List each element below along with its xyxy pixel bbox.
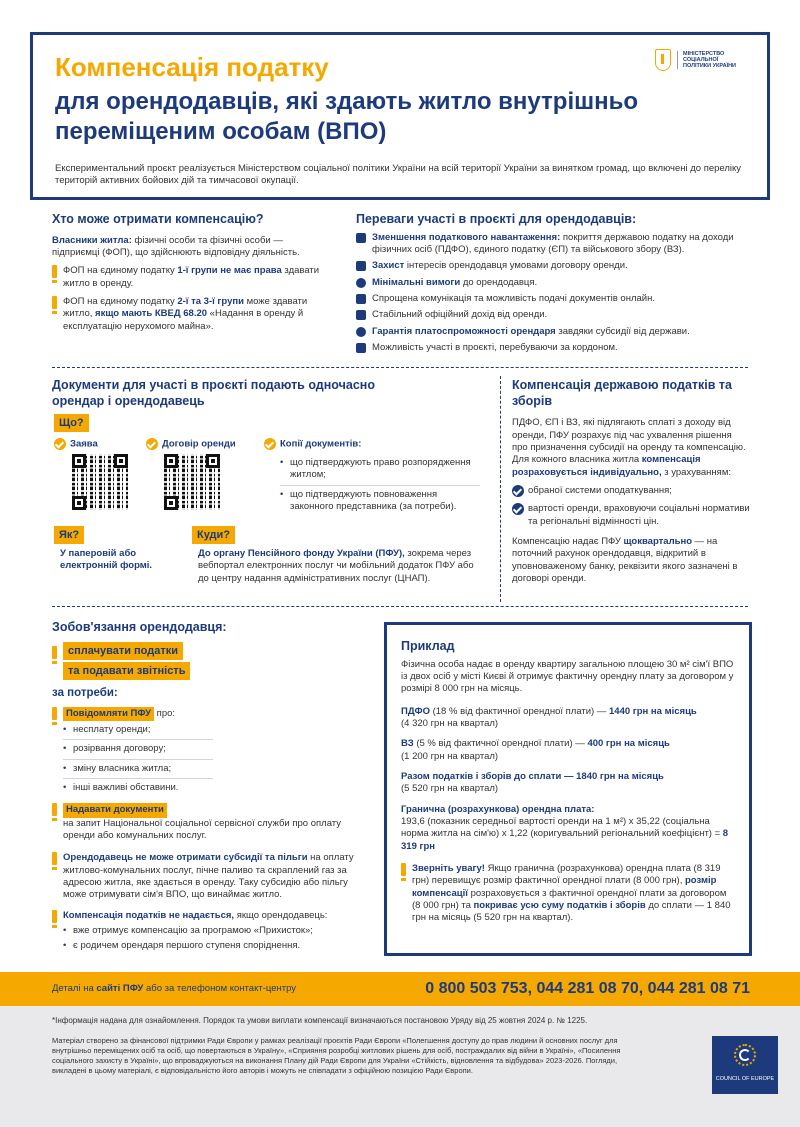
advantage-icon [356,310,366,320]
advantage-icon [356,233,366,243]
list-item: • несплату оренди; [63,724,213,740]
contact-bar [0,972,800,1006]
list-item: • інші важливі обставини. [63,782,213,797]
owners-desc: фізичні особи та фізичні особи — підприємці (ФОП), що здійснюють відповідну діяльність. [52,234,300,258]
advantage-item: Зменшення податкового навантаження: покриття державою податку на доходи фізичних осіб (ПДФО), єдиного податку (ЄП) та військового збору (ВЗ). [356,232,760,257]
exclamation-icon [52,910,57,923]
advantages-list [356,232,760,355]
how-tag: Як? [54,526,84,544]
compensation-text: ПДФО, ЄП і ВЗ, які підлягають сплаті з доходу від оренди, ПФУ розрахує під час ухвалення рішення про призначення субсидії на оренду та компенсацію. Для кожного власника житла компенсація розраховується індивідуально, з урахуванням: [512,417,746,478]
check-icon [54,438,66,450]
footer [0,1006,800,1127]
warn-no-compensation: Компенсація податків не надається, якщо орендодавець: • вже отримує компенсацію за програмою «Прихисток»; • є родичем орендаря першого ступеня споріднення. [52,910,370,953]
qr-code-application[interactable] [72,454,128,510]
notify-list [63,724,213,797]
advantage-icon [356,278,366,288]
coe-label: COUNCIL OF EUROPE [715,1076,775,1082]
contact-phones[interactable]: 0 800 503 753, 044 281 08 70, 044 281 08 71 [425,980,750,997]
advantage-icon [356,343,366,353]
advantage-item: Гарантія платоспроможності орендаря завдяки субсидії від держави. [356,326,760,338]
header-box [30,32,770,200]
advantages-heading: Переваги участі в проєкті для орендодавців: [356,212,637,226]
what-tag: Що? [54,414,89,432]
list-item: • вже отримує компенсацію за програмою «Прихисток»; [63,925,370,937]
exclamation-icon [52,265,57,278]
divider [52,367,748,368]
advantages-section [356,212,760,354]
exclamation-icon [52,296,57,309]
trident-icon [655,49,671,71]
list-item: • розірвання договору; [63,743,213,759]
list-item: • що підтверджують повноваження законного представника (за потреби). [280,489,480,517]
intro-text: Експериментальний проєкт реалізується Міністерством соціальної політики України на всій території України за винятком громад, що включені до переліку територій активних бойових дій та тимчасової окупації. [55,163,742,187]
obligations-section [52,620,370,953]
docs-block: Надавати документи на запит Національної соціальної сервісної служби про оплату оренди або комунальних послуг. [52,803,370,842]
copies-list [280,454,480,516]
title-line1: Компенсація податку [55,52,329,82]
compensation-section [512,378,750,585]
advantage-icon [356,294,366,304]
doc-application: Заява [54,438,98,451]
check-icon [512,503,524,515]
obligation-main: сплачувати податки та подавати звітність [52,642,370,681]
ministry-logo [655,49,747,71]
fop1-note: ФОП на єдиному податку 1-ї групи не має права здавати житло в оренду. [52,265,322,290]
obligations-heading: Зобов'язання орендодавця: [52,620,227,634]
qr-code-contract[interactable] [164,454,220,510]
exclamation-icon [52,707,57,720]
title-line2: для орендодавців, які здають житло внутрішньо переміщеним особам (ВПО) [55,88,639,145]
example-heading: Приклад [401,639,455,653]
doc-contract: Договір оренди [146,438,236,451]
advantage-item: Захист інтересів орендодавця умовами договору оренди. [356,260,760,272]
check-icon [146,438,158,450]
pfu-site-link[interactable]: сайті ПФУ [96,983,144,994]
who-section [52,212,322,333]
compensation-check-2: вартості оренди, враховуючи соціальні нормативи та регіональні відмінності цін. [512,503,750,528]
list-item: • зміну власника житла; [63,763,213,779]
no-compensation-list [63,925,370,953]
advantage-item: Можливість участі в проєкті, перебуваючи за кордоном. [356,342,760,354]
exclamation-icon [401,863,406,876]
list-item: • що підтверджують право розпорядження житлом; [280,457,480,486]
doc-copies: Копії документів: [264,438,361,451]
example-limit: Гранична (розрахункова) орендна плата: 193,6 (показник середньої вартості оренди на 1 м²) х 35,22 (соціальна норма житла на сім'ю) х 1,22 (коригувальний регіональний коефіцієнт) = 8 319 грн [401,803,729,852]
footer-funding: Матеріал створено за фінансової підтримки Ради Європи у рамках реалізації проєктів Ради Європи «Полегшення доступу до прав людини й основних послуг для внутрішньо переміщених осіб та осіб, що повертаються в Україну», «Сприяння розробці житлових рішень для осіб, постраждалих від війни в Україні», «Посилення соціального захисту в Україні», що впроваджуються на виконання Плану дій Ради Європи для України «Стійкість, відновлення та відбудова» 2023-2026. Погляди, викладені в цьому матеріалі, є відповідальністю його авторів і можуть не співпадати з офіційною позицією Ради Європи. [52,1036,621,1076]
list-item: • є родичем орендаря першого ступеня споріднення. [63,940,370,952]
compensation-payment: Компенсацію надає ПФУ щоквартально — на поточний рахунок орендодавця, відкритий в уповноваженому банку, реквізити якого зазначені в договорі оренди. [512,536,738,585]
exclamation-icon [52,646,57,659]
divider [52,606,748,607]
council-of-europe-logo [712,1036,778,1094]
check-icon [512,485,524,497]
where-text: До органу Пенсійного фонду України (ПФУ), зокрема через вебпортал електронних послуг чи мобільний додаток ПФУ або до центру надання адміністративних послуг (ЦНАП). [198,548,474,584]
compensation-check-1: обраної системи оподаткування; [512,485,750,497]
advantage-icon [356,261,366,271]
compensation-heading: Компенсація державою податків та зборів [512,378,732,408]
contact-text: Деталі на сайті ПФУ або за телефоном контакт-центру [52,983,297,994]
advantage-item: Спрощена комунікація та можливість подачі документів онлайн. [356,293,760,305]
owners-label: Власники житла: [52,234,132,246]
footer-note: *Інформація надана для ознайомлення. Порядок та умови виплати компенсації визначаються постановою Уряду від 25 жовтня 2024 р. № 1225. [52,1016,588,1025]
warn-subsidy: Орендодавець не може отримати субсидії та пільги на оплату житлово-комунальних послуг, пічне паливо та скраплений газ за адресою житла, яке здається в оренду. Таку субсидію або пільгу може отримувати сім'я ВПО, що винаймає житло. [52,852,370,901]
example-total: Разом податків і зборів до сплати — 1840 грн на місяць (5 520 грн на квартал) [401,771,664,795]
notify-block: Повідомляти ПФУ про: • несплату оренди; • розірвання договору; • зміну власника житла; • інші важливі обставини. [52,707,370,798]
documents-heading: Документи для участі в проєкті подають одночасно орендар і орендодавець [52,378,375,408]
advantage-item: Стабільний офіційний дохід від оренди. [356,309,760,321]
need-heading: за потреби: [52,687,118,700]
documents-section [52,378,492,603]
how-text: У паперовій або електронній формі. [60,548,153,572]
advantage-item: Мінімальні вимоги до орендодавця. [356,277,760,289]
where-tag: Куди? [192,526,235,544]
example-intro: Фізична особа надає в оренду квартиру загальною площею 30 м² сім'ї ВПО із двох осіб у місті Києві й отримує фактичну орендну плату за договором у розмірі 8 000 грн на місяць. [401,658,734,695]
exclamation-icon [52,852,57,865]
ministry-name: МІНІСТЕРСТВО СОЦІАЛЬНОЇ ПОЛІТИКИ УКРАЇНИ [677,51,747,70]
example-vz: ВЗ (5 % від фактичної орендної плати) — 400 грн на місяць (1 200 грн на квартал) [401,738,670,762]
who-heading: Хто може отримати компенсацію? [52,212,264,226]
advantage-icon [356,327,366,337]
divider-vertical [500,376,501,602]
owners-text [52,235,322,260]
example-box [384,622,752,956]
example-note: Зверніть увагу! Якщо гранична (розрахункова) орендна плата (8 319 грн) перевищує розмір фактичної орендної плати (8 000 грн), розмір компенсації розраховується з фактичної орендної плати за договором (8 000 грн) та покриває усю суму податків і зборів до сплати — 1 840 грн на місяць (5 520 грн на квартал). [401,863,737,925]
example-pdfo: ПДФО (18 % від фактичної орендної плати) — 1440 грн на місяць (4 320 грн на квартал) [401,705,697,729]
exclamation-icon [52,803,57,816]
fop2-note: ФОП на єдиному податку 2-ї та 3-ї групи може здавати житло, якщо мають КВЕД 68.20 «Надання в оренду й експлуатацію нерухомого майна». [52,296,322,333]
check-icon [264,438,276,450]
